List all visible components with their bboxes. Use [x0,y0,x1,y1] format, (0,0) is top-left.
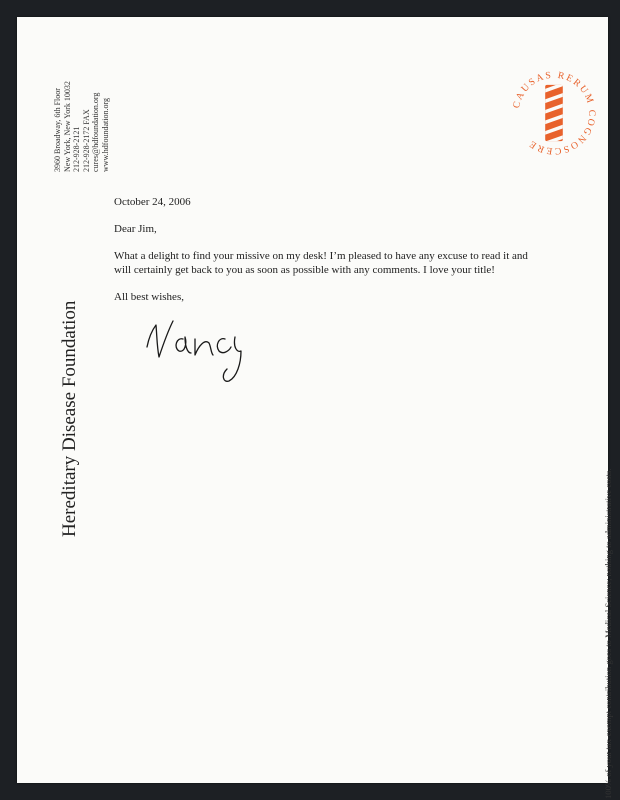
address-line: 3960 Broadway, 6th Floor [53,88,62,172]
letter-closing: All best wishes, [114,291,184,303]
svg-text:CAUSAS RERUM COGNOSCERE: CAUSAS RERUM COGNOSCERE [511,69,598,157]
foundation-seal-logo [510,69,598,157]
letter-salutation: Dear Jim, [114,223,157,235]
letter-page [17,17,613,799]
email-line: cures@hdfoundation.org [91,92,100,172]
footer-note: 100% of your tax-exempt contribution goes to Medical Science; nothing to administrative costs. [603,468,613,799]
letter-body [114,195,544,317]
website-line: www.hdfoundation.org [100,98,110,172]
letter-date: October 24, 2006 [114,196,191,208]
letter-paragraph: What a delight to find your missive on my desk! I’m pleased to have any excuse to read it and will certainly get back to you as soon as possible with any comments. I love your title! [114,250,528,276]
organization-name: Hereditary Disease Foundation [59,300,80,537]
fax-line: 212-928-2172 FAX [81,109,91,172]
address-block [53,81,110,172]
address-line: New York, New York 10032 [62,81,72,172]
handwritten-signature [143,317,243,387]
phone-line: 212-928-2121 [72,126,81,172]
